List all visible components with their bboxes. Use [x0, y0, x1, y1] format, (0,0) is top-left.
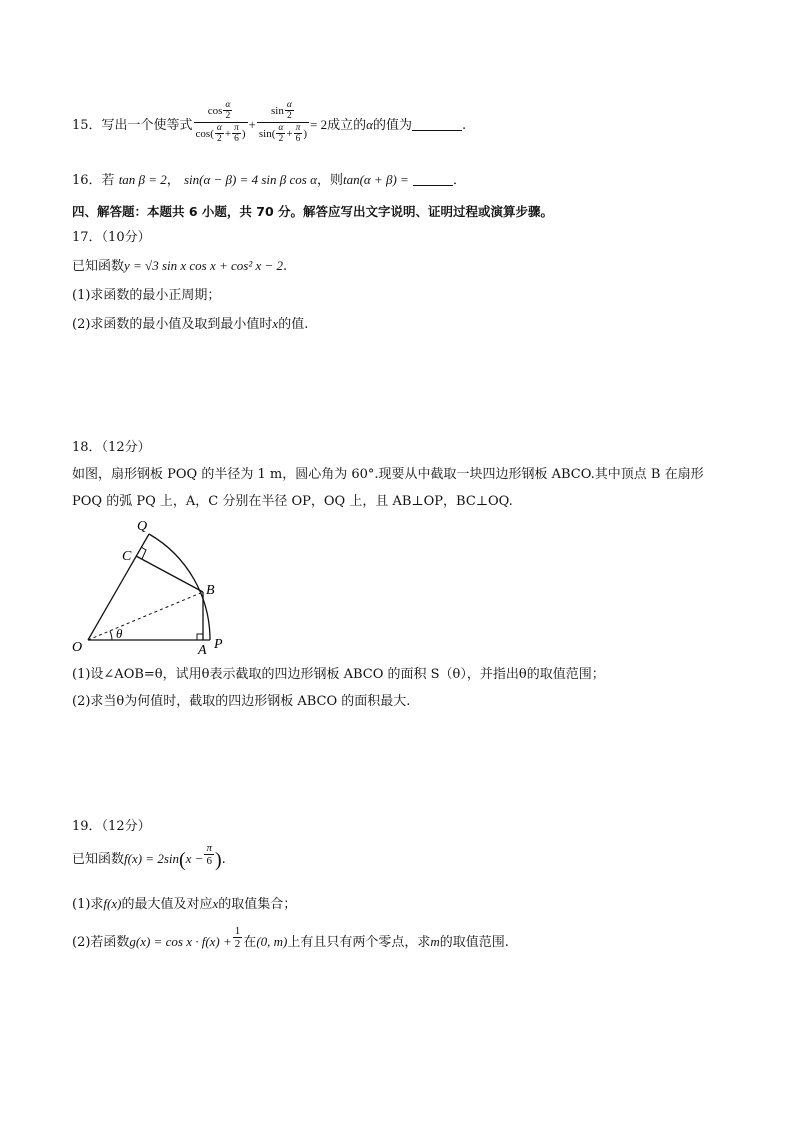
q15-t1-num-fn: cos	[207, 104, 223, 117]
q18-part1: (1)设∠AOB=θ，试用θ表示截取的四边形钢板 ABCO 的面积 S（θ），并指出θ的取值范围；	[72, 667, 605, 682]
sector-diagram	[66, 516, 236, 656]
q18-line2: POQ 的弧 PQ 上，A，C 分别在半径 OP，OQ 上，且 AB⊥OP，BC⊥OQ.	[72, 494, 513, 509]
q16-prefix: 16．若	[72, 173, 115, 188]
q15-plus: +	[248, 116, 256, 132]
q15-t1-den-b-den: 6	[234, 134, 239, 145]
q15-end: .	[461, 117, 467, 133]
q15-var: α	[366, 116, 373, 132]
segment-bc	[136, 556, 203, 592]
q16-expr3: tan(α + β) =	[342, 172, 409, 187]
q15-t2-num-arg-den: 2	[287, 111, 292, 122]
q17-part2-var: x	[272, 316, 279, 331]
q17-part1: (1)求函数的最小正周期；	[72, 288, 221, 303]
arc-pq	[149, 534, 210, 640]
q15-equals: = 2	[310, 116, 328, 132]
label-q: Q	[137, 519, 148, 534]
q19-part2-pre: (2)若函数	[72, 935, 130, 950]
q15-mid: 成立的	[327, 117, 367, 133]
radius-oq	[88, 534, 149, 640]
q15-t1-den-post: )	[241, 127, 246, 140]
q19-header: 19．（12分）	[72, 819, 151, 834]
label-b: B	[206, 583, 215, 598]
q16-mid: ，则	[316, 173, 343, 188]
q15-t2-den-pre: sin(	[258, 127, 276, 140]
q17-intro: 已知函数	[72, 259, 125, 274]
q15-prefix: 15．写出一个使等式	[72, 117, 193, 133]
q15-t1-den-pre: cos(	[195, 127, 214, 140]
q19-func-pre: f(x) = 2sin	[124, 851, 179, 866]
label-o: O	[72, 640, 83, 655]
q15-t2-den-a-den: 2	[278, 134, 284, 145]
q15-t1-num-arg-num: α	[225, 100, 231, 110]
q15-t1-den-b-num: π	[234, 122, 239, 133]
q17-part2-post: 的值.	[278, 317, 309, 332]
segment-ob-dashed	[88, 592, 203, 640]
label-theta: θ	[116, 626, 123, 641]
q19-part2	[72, 924, 509, 951]
q19-end: .	[221, 852, 226, 867]
q15-t1-num-arg-den: 2	[225, 111, 231, 122]
q16-sep: ，	[166, 173, 180, 188]
q19-part2-post: 的取值范围.	[439, 935, 509, 950]
q19-part2-in: 在	[243, 935, 257, 950]
q17-intro-line	[72, 258, 287, 275]
q19-func-frac-num: π	[206, 841, 212, 854]
label-a: A	[198, 643, 207, 656]
q15-t1-den-plus: +	[224, 127, 232, 140]
q15-t1-den-a-den: 2	[217, 134, 222, 145]
q18-header: 18．（12分）	[72, 440, 151, 455]
q19-func-frac-den: 6	[206, 855, 212, 867]
q19-part2-frac-num: 1	[234, 924, 241, 937]
q19-func-x: x −	[185, 851, 204, 866]
q19-intro: 已知函数	[72, 852, 125, 867]
label-p: P	[214, 637, 223, 652]
q15-t2-den-post: )	[303, 127, 308, 140]
label-c: C	[122, 549, 132, 564]
q19-part1	[72, 896, 296, 913]
q15-t2-num-arg-num: α	[286, 100, 292, 110]
q19-part1-var: x	[212, 896, 219, 911]
q19-part1-fx: f(x)	[103, 896, 122, 911]
theta-arc	[110, 631, 112, 640]
q15-line	[72, 100, 467, 145]
q17-part2-pre: (2)求函数的最小值及取到最小值时	[72, 317, 273, 332]
q16-expr1: tan β = 2	[118, 172, 167, 187]
q15-t2-den-plus: +	[286, 127, 293, 140]
right-angle-c	[141, 547, 146, 559]
q15-t2-den-b-den: 6	[295, 134, 301, 145]
q17-func: y = √3 sin x cos x + cos² x − 2	[124, 258, 284, 273]
section4-heading: 四、解答题：本题共 6 小题，共 70 分。解答应写出文字说明、证明过程或演算步骤。	[72, 204, 554, 219]
q18-part2: (2)求当θ为何值时，截取的四边形钢板 ABCO 的面积最大.	[72, 694, 411, 709]
q19-part2-frac-den: 2	[234, 938, 241, 950]
q19-part2-interval: (0, m)	[256, 934, 288, 949]
q16-line	[72, 172, 466, 189]
q17-part2	[72, 316, 308, 333]
q15-t2-den-a-num: α	[278, 122, 284, 133]
q16-end: ．	[452, 173, 466, 188]
q15-answer-blank[interactable]	[412, 118, 462, 131]
q19-part1-post: 的取值集合；	[218, 897, 297, 912]
q17-end: .	[283, 259, 288, 274]
q15-t2-den-b-num: π	[295, 122, 301, 133]
q15-t1-den-a-num: α	[216, 122, 222, 133]
q19-part2-gx: g(x) = cos x · f(x) +	[129, 934, 232, 949]
q16-expr2: sin(α − β) = 4 sin β cos α	[183, 172, 317, 187]
q19-part2-mid: 上有且只有两个零点，求	[287, 935, 431, 950]
q15-t2-num-fn: sin	[271, 104, 284, 117]
q16-answer-blank[interactable]	[413, 173, 453, 186]
q19-part1-pre: (1)求	[72, 897, 104, 912]
q18-line1: 如图，扇形钢板 POQ 的半径为 1 m，圆心角为 60°.现要从中截取一块四边形钢板 ABCO.其中顶点 B 在扇形	[72, 467, 704, 482]
q19-part2-var: m	[430, 934, 440, 949]
q15-term1	[194, 100, 248, 145]
q17-header: 17．（10分）	[72, 230, 151, 245]
q15-term2	[257, 100, 309, 145]
right-angle-a	[197, 634, 203, 640]
q19-part1-mid: 的最大值及对应	[121, 897, 213, 912]
q19-intro-line: 已知函数f(x) = 2sin(x − $\frac{\pi}{6}$ ).	[72, 841, 226, 871]
q15-suffix: 的值为	[372, 117, 412, 133]
